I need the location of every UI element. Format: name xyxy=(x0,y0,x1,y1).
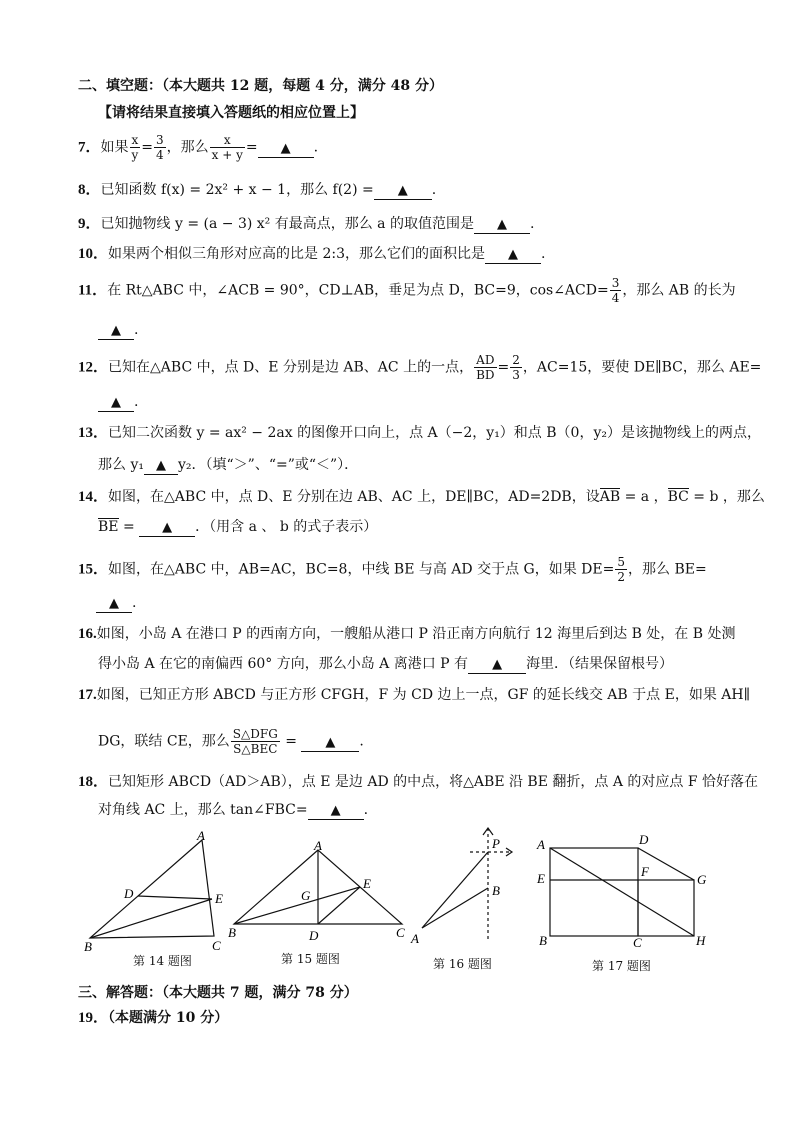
segment-de xyxy=(138,896,212,899)
question-12: 12．已知在△ABC 中，点 D、E 分别是边 AB、AC 上的一点， $\frac{AD}{BD}$ = $\frac{2}{3}$ ，AC=15，要使 DE∥BC，那么 AE= xyxy=(78,353,762,382)
vector-be: BE xyxy=(98,519,119,535)
square-cfgh xyxy=(638,880,694,936)
segment-be xyxy=(234,887,360,924)
label-a: A xyxy=(197,828,205,843)
label-b: B xyxy=(84,939,92,954)
segment-pa xyxy=(422,852,488,928)
answer-blank[interactable]: ▲ xyxy=(96,595,132,613)
label-e: E xyxy=(215,891,223,906)
section-3-heading: 三、解答题：（本大题共 7 题，满分 78 分） xyxy=(78,985,358,1001)
question-18-line2: 对角线 AC 上，那么 tan∠FBC= ▲ . xyxy=(98,802,369,818)
answer-blank[interactable]: ▲ xyxy=(474,216,530,234)
question-number: 16. xyxy=(78,626,97,642)
fraction-2-over-3: $\frac{2}{3}$ xyxy=(512,353,520,382)
caption-figure-16: 第 16 题图 xyxy=(433,957,492,971)
question-13: 13．已知二次函数 y = ax² − 2ax 的图像开口向上，点 A（−2，y₁）和点 B（0，y₂）是该抛物线上的两点， xyxy=(78,425,761,441)
label-f: F xyxy=(641,864,649,879)
caption-figure-17: 第 17 题图 xyxy=(592,959,651,973)
segment-be xyxy=(90,899,212,938)
answer-blank[interactable]: ▲ xyxy=(468,656,526,674)
fraction-ad-over-bd: $\frac{AD}{BD}$ xyxy=(476,353,495,382)
question-18: 18．已知矩形 ABCD（AD＞AB），点 E 是边 AD 的中点，将△ABE 沿 BE 翻折，点 A 的对应点 F 恰好落在 xyxy=(78,774,759,790)
question-number: 9． xyxy=(78,216,101,232)
answer-blank[interactable]: ▲ xyxy=(308,802,364,820)
question-number: 18． xyxy=(78,774,109,790)
caption-figure-15: 第 15 题图 xyxy=(281,952,340,966)
question-number: 13． xyxy=(78,425,109,441)
label-h: H xyxy=(696,933,706,948)
question-9: 9．已知抛物线 y = (a − 3) x² 有最高点，那么 a 的取值范围是 ▲ . xyxy=(78,216,535,232)
label-a: A xyxy=(314,838,322,853)
question-8: 8．已知函数 f(x) = 2x² + x − 1，那么 f(2) = ▲ . xyxy=(78,182,437,198)
figure-17 xyxy=(534,830,714,952)
question-17-line2: DG，联结 CE，那么 $\frac{\text{S△DFG}}{\text{S△BEC}}$ = ▲ . xyxy=(98,727,364,756)
label-d: D xyxy=(124,886,134,901)
segment-ba xyxy=(422,888,488,928)
question-number: 15． xyxy=(78,561,109,578)
fraction-3-over-4: $\frac{3}{4}$ xyxy=(156,133,164,162)
caption-figure-14: 第 14 题图 xyxy=(133,954,192,968)
label-p: P xyxy=(492,836,500,851)
question-number: 12． xyxy=(78,359,109,376)
question-number: 8． xyxy=(78,182,101,198)
vector-bc: BC xyxy=(667,489,689,505)
answer-blank[interactable]: ▲ xyxy=(485,246,541,264)
question-number: 10． xyxy=(78,246,109,262)
label-b: B xyxy=(228,925,236,940)
square-abcd xyxy=(550,848,638,936)
segment-ah xyxy=(550,848,694,936)
answer-blank[interactable]: ▲ xyxy=(301,734,359,752)
question-number: 17. xyxy=(78,687,97,703)
label-e: E xyxy=(537,871,545,886)
figure-15 xyxy=(226,836,412,946)
answer-blank[interactable]: ▲ xyxy=(258,140,314,158)
question-10: 10．如果两个相似三角形对应高的比是 2:3，那么它们的面积比是 ▲ . xyxy=(78,246,546,262)
question-11-answer: ▲ . xyxy=(98,320,138,340)
question-13-line2: 那么 y₁ ▲ y₂．（填“＞”、“=”或“＜”）． xyxy=(98,457,359,473)
label-e: E xyxy=(363,876,371,891)
fraction-x-over-x-plus-y: $\frac{x}{x + y}$ xyxy=(211,133,243,162)
answer-blank[interactable]: ▲ xyxy=(139,519,195,537)
label-c: C xyxy=(212,938,221,953)
section-2-instruction: 【请将结果直接填入答题纸的相应位置上】 xyxy=(98,105,364,121)
label-c: C xyxy=(633,935,642,950)
question-14: 14．如图，在△ABC 中，点 D、E 分别在边 AB、AC 上，DE∥BC，AD=2DB，设AB = a ，BC = b ，那么 xyxy=(78,489,765,505)
figure-16 xyxy=(408,822,518,952)
question-17: 17.如图，已知正方形 ABCD 与正方形 CFGH，F 为 CD 边上一点，GF 的延长线交 AB 于点 E，如果 AH∥ xyxy=(78,687,751,703)
fraction-x-over-y: $\frac{x}{y}$ xyxy=(131,133,139,162)
label-g: G xyxy=(301,888,311,903)
figure-14 xyxy=(84,826,234,954)
label-d: D xyxy=(309,928,319,943)
question-16: 16.如图，小岛 A 在港口 P 的西南方向，一艘船从港口 P 沿正南方向航行 12 海里后到达 B 处，在 B 处测 xyxy=(78,626,736,642)
fraction-5-over-2: $\frac{5}{2}$ xyxy=(617,555,625,584)
area-ratio-fraction: $\frac{\text{S△DFG}}{\text{S△BEC}}$ xyxy=(232,727,278,756)
section-2-heading: 二、填空题：（本大题共 12 题，每题 4 分，满分 48 分） xyxy=(78,78,443,94)
label-d: D xyxy=(639,832,649,847)
question-19: 19．（本题满分 10 分） xyxy=(78,1010,229,1026)
question-7: 7．如果 $\frac{x}{y}$ = $\frac{3}{4}$ ，那么 $\frac{x}{x + y}$ = ▲ . xyxy=(78,133,319,162)
answer-blank[interactable]: ▲ xyxy=(98,394,134,412)
triangle-abc xyxy=(90,840,214,938)
label-b: B xyxy=(492,883,500,898)
question-16-line2: 得小岛 A 在它的南偏西 60° 方向，那么小岛 A 离港口 P 有 ▲ 海里．（结果保留根号） xyxy=(98,656,674,672)
label-a: A xyxy=(537,837,545,852)
answer-blank[interactable]: ▲ xyxy=(144,457,178,475)
vector-ab: AB xyxy=(599,489,621,505)
question-number: 14． xyxy=(78,489,109,505)
question-15-answer: ▲ . xyxy=(96,593,136,613)
answer-blank[interactable]: ▲ xyxy=(374,182,432,200)
question-14-line2: BE = ▲ ．（用含 a 、 b 的式子表示） xyxy=(98,519,378,535)
question-11: 11．在 Rt△ABC 中，∠ACB = 90°，CD⊥AB，垂足为点 D，BC=9，cos∠ACD= $\frac{3}{4}$ ，那么 AB 的长为 xyxy=(78,276,736,305)
label-g: G xyxy=(697,872,707,887)
answer-blank[interactable]: ▲ xyxy=(98,322,134,340)
question-number: 7． xyxy=(78,139,101,156)
question-12-answer: ▲ . xyxy=(98,392,138,412)
question-number: 11． xyxy=(78,282,108,299)
question-number: 19． xyxy=(78,1010,109,1026)
label-a: A xyxy=(411,931,419,946)
label-b: B xyxy=(539,933,547,948)
label-c: C xyxy=(396,925,405,940)
question-15: 15．如图，在△ABC 中，AB=AC，BC=8，中线 BE 与高 AD 交于点 G，如果 DE= $\frac{5}{2}$ ，那么 BE= xyxy=(78,555,707,584)
fraction-3-over-4: $\frac{3}{4}$ xyxy=(611,276,620,305)
